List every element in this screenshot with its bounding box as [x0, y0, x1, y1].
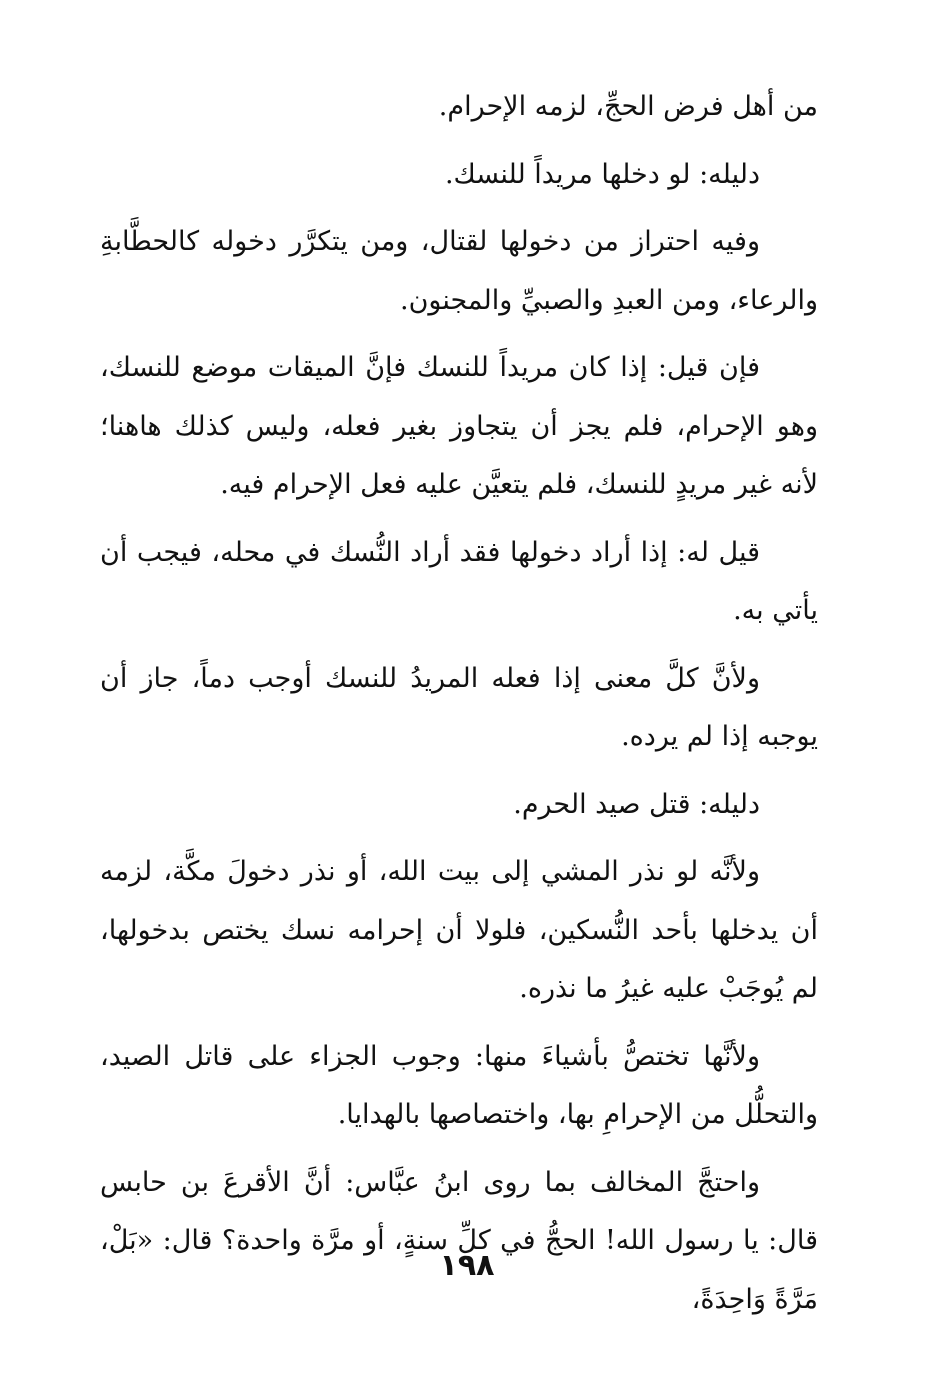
paragraph: دليله: لو دخلها مريداً للنسك. [444, 158, 760, 190]
paragraph: ولأنَّها تختصُّ بأشياءَ منها: وجوب الجزاء على قاتل الصيد، والتحلُّل من الإحرامِ بها، واختصاصها بالهدايا. [100, 1040, 818, 1130]
body-text [100, 78, 818, 1338]
paragraph: ولأنَّ كلَّ معنى إذا فعله المريدُ للنسك أوجب دماً، جاز أن يوجبه إذا لم يرده. [100, 662, 818, 752]
paragraph: ولأنَّه لو نذر المشي إلى بيت الله، أو نذر دخولَ مكَّة، لزمه أن يدخلها بأحد النُّسكين، فلولا أن إحرامه نسك يختص بدخولها، لم يُوجَبْ عليه غيرُ ما نذره. [100, 856, 818, 1004]
paragraph: من أهل فرض الحجِّ، لزمه الإحرام. [438, 91, 818, 122]
paragraph: قيل له: إذا أراد دخولها فقد أراد النُّسك في محله، فيجب أن يأتي به. [100, 536, 818, 626]
paragraph: واحتجَّ المخالف بما روى ابنُ عبَّاس: أنَّ الأقرعَ بن حابس قال: يا رسول الله! الحجُّ في كلِّ سنةٍ، أو مرَّة واحدة؟ قال: «بَلْ، مَرَّةً وَاحِدَةً، [100, 1166, 818, 1315]
paragraph: فإن قيل: إذا كان مريداً للنسك فإنَّ الميقات موضع للنسك، وهو الإحرام، فلم يجز أن يتجاوز بغير فعله، وليس كذلك هاهنا؛ لأنه غير مريدٍ للنسك، فلم يتعيَّن عليه فعل الإحرام فيه. [100, 352, 818, 500]
page-number: ١٩٨ [439, 1248, 495, 1283]
paragraph: وفيه احتراز من دخولها لقتال، ومن يتكرَّر دخوله كالحطَّابةِ والرعاء، ومن العبدِ والصبيِّ والمجنون. [100, 226, 818, 316]
paragraph: دليله: قتل صيد الحرم. [513, 788, 760, 820]
